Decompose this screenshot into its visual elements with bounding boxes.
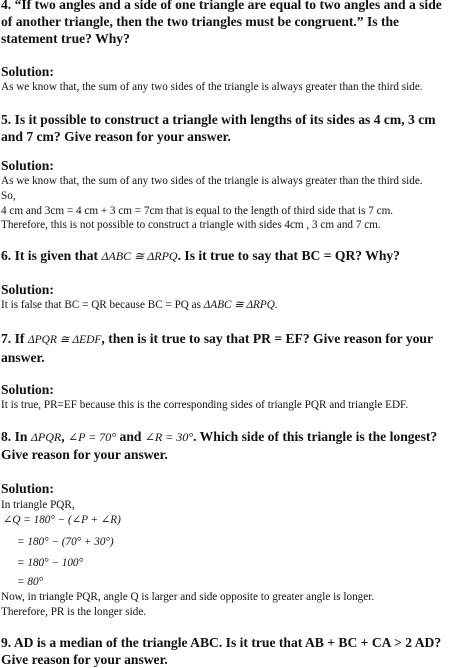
question-6-suffix: . Is it true to say that BC = QR? Why? xyxy=(177,248,400,263)
question-5 xyxy=(1,111,472,145)
question-6-prefix: 6. It is given that xyxy=(1,248,99,263)
triangle-expression: ΔPQR xyxy=(30,430,62,444)
answer-text xyxy=(1,299,278,312)
question-8-line-2: Give reason for your answer. xyxy=(1,447,168,462)
question-8-prefix: 8. In xyxy=(1,429,28,444)
answer-text: Now, in triangle PQR, angle Q is larger and side opposite to greater angle is longer. xyxy=(1,591,375,603)
calc-step-1: ∠Q = 180° − (∠P + ∠R) xyxy=(3,514,121,526)
question-7 xyxy=(1,330,472,366)
solution-label: Solution: xyxy=(1,481,54,496)
calc-step-2: = 180° − (70° + 30°) xyxy=(17,536,114,548)
answer-suffix: . xyxy=(274,299,278,311)
answer-text: 4 cm and 3cm = 4 cm + 3 cm = 7cm that is equal to the length of third side that is 7 cm. xyxy=(1,205,394,217)
question-8: 8. In ΔPQR, ∠P = 70° and ∠R = 30°. Which side of this triangle is the longest? Give reason for your answer. xyxy=(1,428,472,463)
question-9 xyxy=(1,634,472,668)
congruence-expression: ΔPQR ≅ ΔEDF xyxy=(27,334,102,346)
calc-step-4: = 80° xyxy=(17,576,44,588)
congruence-expression: ΔABC ≅ ΔRPQ xyxy=(101,249,178,263)
and-word: and xyxy=(119,429,142,444)
answer-text: As we know that, the sum of any two sides of the triangle is always greater than the third side. xyxy=(1,81,423,93)
question-4-line-1: 4. “If two angles and a side of one triangle are equal to two angles and a side xyxy=(1,0,442,12)
answer-prefix: It is false that BC = QR because BC = PQ as xyxy=(1,299,201,311)
question-5-line-1: 5. Is it possible to construct a triangle with lengths of its sides as 4 cm, 3 cm xyxy=(1,112,436,127)
question-6 xyxy=(1,247,472,265)
question-4-line-3: statement true? Why? xyxy=(1,31,130,46)
solution-label: Solution: xyxy=(1,382,54,397)
question-7-prefix: 7. If xyxy=(1,331,25,346)
answer-text: So, xyxy=(1,190,16,202)
solution-label: Solution: xyxy=(1,64,54,79)
question-9-line-1: 9. AD is a median of the triangle ABC. Is it true that AB + BC + CA > 2 AD? xyxy=(1,635,442,650)
question-9-line-2: Give reason for your answer. xyxy=(1,652,168,667)
answer-text: It is true, PR=EF because this is the corresponding sides of triangle PQR and triangle EDF. xyxy=(1,399,409,411)
question-5-line-2: and 7 cm? Give reason for your answer. xyxy=(1,129,231,144)
question-7-suffix: , then is it true to say that PR = EF? Give reason for your xyxy=(101,331,434,346)
solution-label: Solution: xyxy=(1,282,54,297)
answer-text: As we know that, the sum of any two sides of the triangle is always greater than the third side. xyxy=(1,175,423,187)
question-4-line-2: of another triangle, then the two triangles must be congruent.” Is the xyxy=(1,14,400,29)
question-7-line-2: answer. xyxy=(1,350,45,365)
angle-r-expression: ∠R = 30° xyxy=(144,430,194,444)
calc-step-3: = 180° − 100° xyxy=(17,557,83,569)
answer-text: Therefore, this is not possible to construct a triangle with sides 4cm , 3 cm and 7 cm. xyxy=(1,219,381,231)
answer-text: In triangle PQR, xyxy=(1,499,75,511)
question-8-suffix: . Which side of this triangle is the longest? xyxy=(193,429,438,444)
angle-p-expression: ∠P = 70° xyxy=(68,430,117,444)
solution-label: Solution: xyxy=(1,158,54,173)
question-4 xyxy=(1,0,472,47)
congruence-expression: ΔABC ≅ ΔRPQ xyxy=(203,299,275,311)
answer-text: Therefore, PR is the longer side. xyxy=(1,606,147,618)
